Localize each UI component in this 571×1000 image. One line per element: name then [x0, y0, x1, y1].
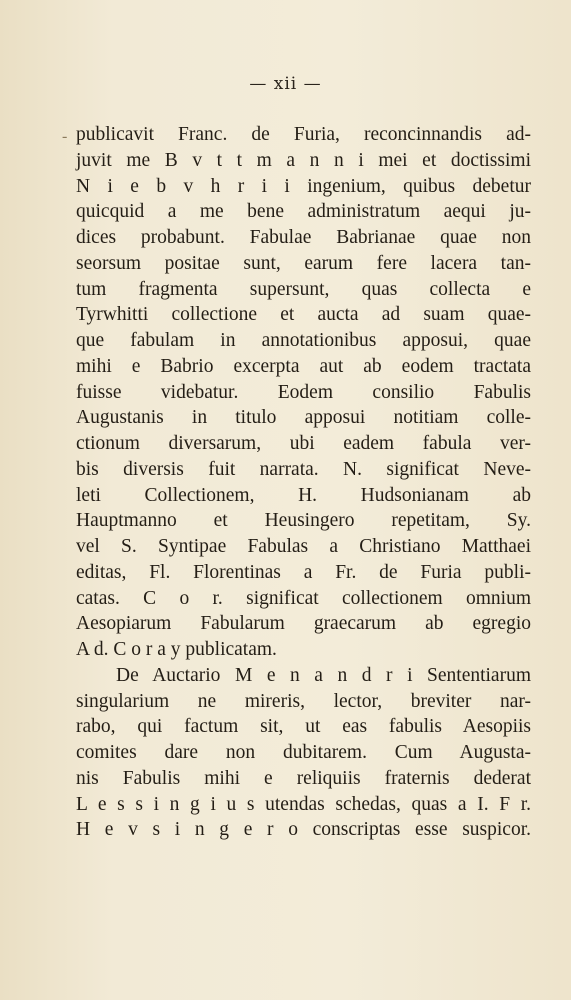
text-line-7: tum fragmenta supersunt, quas collecta e — [76, 278, 531, 300]
text-line-15: leti Collectionem, H. Hudsonianam ab — [76, 484, 531, 506]
text-line-3: N i e b v h r i i ingenium, quibus debetur — [76, 175, 531, 197]
text-line-22: De Auctario M e n a n d r i Sententiarum — [116, 664, 531, 686]
text-line-4: quicquid a me bene administratum aequi ju- — [76, 201, 531, 223]
text-line-28: H e v s i n g e r o conscriptas esse suspicor. — [76, 819, 531, 841]
text-line-16: Hauptmanno et Heusingero repetitam, Sy. — [76, 510, 531, 532]
text-line-2: juvit me B v t t m a n n i mei et doctissimi — [76, 149, 531, 171]
text-line-27: L e s s i n g i u s utendas schedas, quas a I. F r. — [76, 793, 531, 815]
body-text — [76, 122, 531, 843]
text-line-23: singularium ne mireris, lector, breviter nar- — [76, 690, 531, 712]
text-line-11: fuisse videbatur. Eodem consilio Fabulis — [76, 381, 531, 403]
text-line-10: mihi e Babrio excerpta aut ab eodem tractata — [76, 355, 531, 377]
text-line-9: que fabulam in annotationibus apposui, quae — [76, 330, 531, 351]
text-line-13: ctionum diversarum, ubi eadem fabula ver- — [76, 433, 531, 454]
text-line-18: editas, Fl. Florentinas a Fr. de Furia publi- — [76, 561, 531, 583]
text-line-24: rabo, qui factum sit, ut eas fabulis Aesopiis — [76, 716, 531, 738]
text-line-5: dices probabunt. Fabulae Babrianae quae non — [76, 227, 531, 248]
margin-mark: - — [62, 128, 68, 145]
text-line-19: catas. C o r. significat collectionem omnium — [76, 587, 531, 609]
text-line-21: A d. C o r a y publicatam. — [76, 639, 277, 660]
text-line-12: Augustanis in titulo apposui notitiam colle- — [76, 407, 531, 429]
text-line-25: comites dare non dubitarem. Cum Augusta- — [76, 742, 531, 763]
text-line-8: Tyrwhitti collectione et aucta ad suam quae- — [76, 304, 531, 326]
text-line-20: Aesopiarum Fabularum graecarum ab egregio — [76, 613, 531, 635]
text-line-14: bis diversis fuit narrata. N. significat Neve- — [76, 458, 531, 480]
text-line-6: seorsum positae sunt, earum fere lacera tan- — [76, 252, 531, 274]
text-line-26: nis Fabulis mihi e reliquiis fraternis dederat — [76, 767, 531, 789]
text-line-1: publicavit Franc. de Furia, reconcinnandis ad- — [76, 124, 531, 145]
text-line-17: vel S. Syntipae Fabulas a Christiano Matthaei — [76, 536, 531, 557]
page-header: — xii — — [249, 74, 322, 94]
